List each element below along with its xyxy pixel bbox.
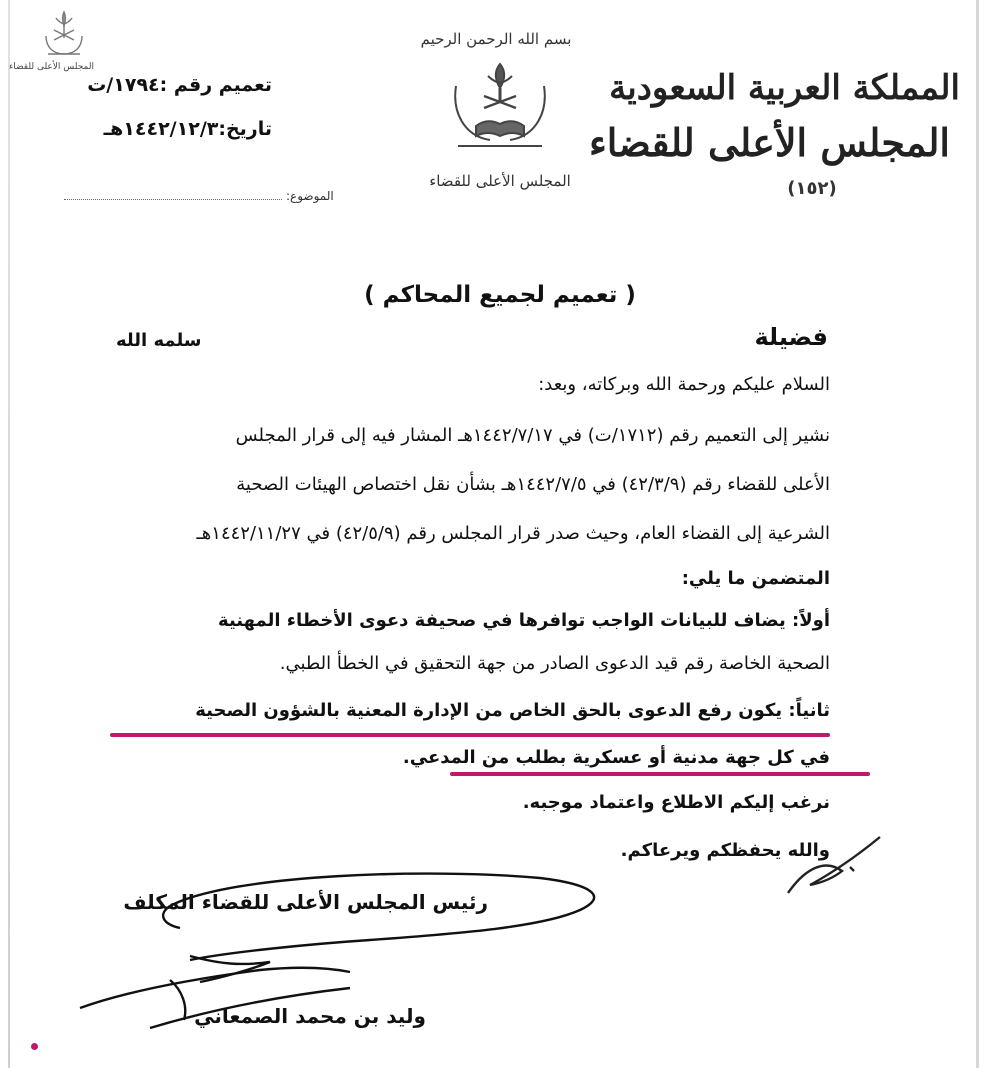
initials-icon [780, 825, 890, 905]
mark-dot [31, 1043, 38, 1050]
salutation-left: سلمه الله [116, 330, 202, 351]
highlight-underline-1 [110, 733, 830, 737]
highlight-underline-2 [450, 772, 870, 776]
document-code: (١٥٢) [787, 178, 837, 199]
basmala: بسم الله الرحمن الرحيم [420, 30, 572, 48]
signatory-name: وليد بن محمد الصمعاني [194, 1004, 426, 1028]
page-right-edge [976, 0, 979, 1068]
subject-line [64, 199, 282, 200]
salutation-right: فضيلة [754, 323, 828, 351]
item-first-line-2: الصحية الخاصة رقم قيد الدعوى الصادر من جهة التحقيق في الخطأ الطبي. [279, 653, 830, 674]
item-second-line-2: في كل جهة مدنية أو عسكرية بطلب من المدعي. [402, 747, 830, 768]
body-line-2: الأعلى للقضاء رقم (٤٢/٣/٩) في ١٤٤٢/٧/٥هـ بشأن نقل اختصاص الهيئات الصحية [236, 474, 830, 495]
closing-line-1: نرغب إليكم الاطلاع واعتماد موجبه. [522, 792, 830, 813]
emblem-icon [440, 56, 560, 156]
circular-title: ( تعميم لجميع المحاكم ) [364, 282, 636, 308]
page-left-edge [8, 0, 10, 1068]
body-line-1: نشير إلى التعميم رقم (١٧١٢/ت) في ١٤٤٢/٧/١٧هـ المشار فيه إلى قرار المجلس [235, 425, 830, 446]
signatory-title: رئيس المجلس الأعلى للقضاء المكلف [123, 890, 488, 914]
circular-date: تاريخ:١٤٤٢/١٢/٣هـ [103, 118, 272, 140]
circular-number: تعميم رقم :١٧٩٤/ت [87, 74, 272, 96]
emblem-caption: المجلس الأعلى للقضاء [429, 172, 571, 190]
greeting-line: السلام عليكم ورحمة الله وبركاته، وبعد: [538, 374, 830, 395]
body-line-4: المتضمن ما يلي: [681, 568, 830, 589]
subject-label: الموضوع: [286, 189, 334, 203]
item-second-line-1: ثانياً: يكون رفع الدعوى بالحق الخاص من الإدارة المعنية بالشؤون الصحية [195, 700, 830, 721]
kingdom-heading: المملكة العربية السعودية [609, 68, 960, 108]
council-heading: المجلس الأعلى للقضاء [588, 120, 950, 165]
corner-emblem-icon [9, 6, 94, 76]
corner-emblem-caption: المجلس الأعلى للقضاء [9, 62, 94, 72]
item-first-line-1: أولاً: يضاف للبيانات الواجب توافرها في صحيفة دعوى الأخطاء المهنية [218, 610, 830, 631]
body-line-3: الشرعية إلى القضاء العام، وحيث صدر قرار المجلس رقم (٤٢/٥/٩) في ١٤٤٢/١١/٢٧هـ [196, 523, 830, 544]
closing-line-2: والله يحفظكم ويرعاكم. [620, 840, 830, 861]
